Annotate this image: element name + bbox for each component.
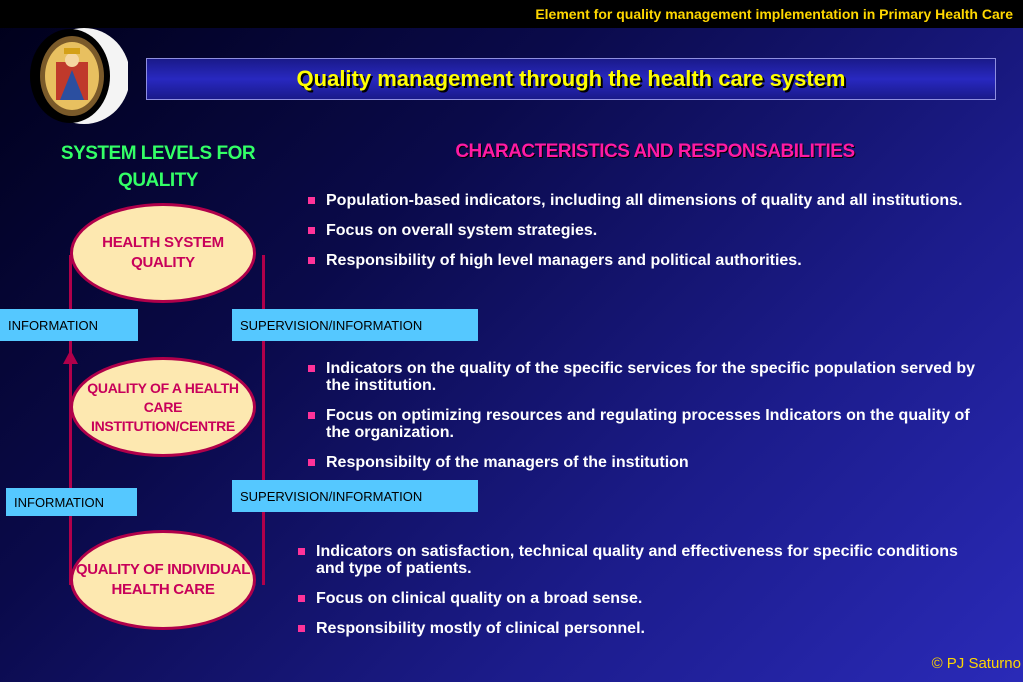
characteristics-title: CHARACTERISTICS AND RESPONSABILITIES <box>455 141 855 162</box>
top-title: Element for quality management implementation in Primary Health Care <box>535 6 1013 22</box>
level-individual-care <box>70 530 256 630</box>
information-tag: INFORMATION <box>6 488 137 516</box>
supervision-tag: SUPERVISION/INFORMATION <box>232 480 478 512</box>
level-label: QUALITY OF INDIVIDUAL HEALTH CARE <box>75 561 251 598</box>
bullet-group-individual <box>298 543 978 650</box>
level-health-system <box>70 203 256 303</box>
connector-line-left <box>69 255 72 585</box>
bullet-item: Focus on clinical quality on a broad sense. <box>298 590 978 607</box>
banner-title: Quality management through the health care system <box>296 66 846 91</box>
banner <box>146 58 996 100</box>
bullet-group-institution <box>308 360 998 484</box>
connector-line-right <box>262 255 265 585</box>
bullet-item: Indicators on the quality of the specific services for the specific population served by the institution. <box>308 360 998 394</box>
bullet-item: Focus on overall system strategies. <box>308 222 988 239</box>
bullet-item: Indicators on satisfaction, technical quality and effectiveness for specific conditions and type of patients. <box>298 543 978 577</box>
levels-title: SYSTEM LEVELS FOR QUALITY <box>60 143 256 191</box>
bullet-item: Responsibilty of the managers of the institution <box>308 454 998 471</box>
level-label: HEALTH SYSTEM QUALITY <box>102 234 224 271</box>
copyright: © PJ Saturno <box>931 655 1021 672</box>
bullet-item: Population-based indicators, including all dimensions of quality and all institutions. <box>308 192 988 209</box>
bullet-item: Focus on optimizing resources and regulating processes Indicators on the quality of the organization. <box>308 407 998 441</box>
bullet-group-system <box>308 192 988 282</box>
level-institution <box>70 357 256 457</box>
information-tag: INFORMATION <box>0 309 138 341</box>
university-seal-logo <box>26 26 128 126</box>
level-label: QUALITY OF A HEALTH CARE INSTITUTION/CENTRE <box>87 379 239 434</box>
bullet-item: Responsibility mostly of clinical personnel. <box>298 620 978 637</box>
supervision-tag: SUPERVISION/INFORMATION <box>232 309 478 341</box>
bullet-item: Responsibility of high level managers and political authorities. <box>308 252 988 269</box>
up-arrow-icon <box>63 350 78 366</box>
